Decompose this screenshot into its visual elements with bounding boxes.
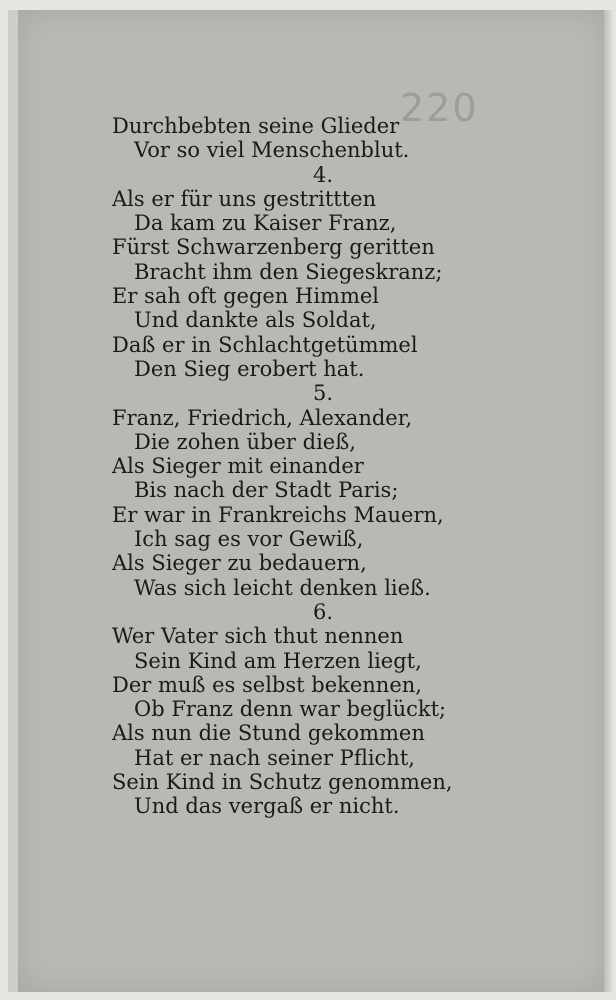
- poem-line: Was sich leicht denken ließ.: [134, 575, 431, 600]
- poem-line: Daß er in Schlachtgetümmel: [112, 332, 418, 357]
- poem-line: Durchbebten seine Glieder: [112, 114, 400, 138]
- poem-line: Den Sieg erobert hat.: [134, 356, 365, 381]
- poem-line: Sein Kind in Schutz genommen,: [112, 770, 453, 795]
- poem-line: Hat er nach seiner Pflicht,: [134, 745, 415, 770]
- poem-line: Er sah oft gegen Himmel: [112, 284, 380, 309]
- poem-line: Als Sieger mit einander: [112, 454, 364, 479]
- poem-text: [112, 114, 572, 819]
- poem-line: Franz, Friedrich, Alexander,: [112, 405, 413, 430]
- poem-line: Vor so viel Menschenblut.: [134, 138, 410, 163]
- poem-line: Als Sieger zu bedauern,: [112, 551, 367, 576]
- poem-line: Bracht ihm den Siegeskranz;: [134, 259, 443, 284]
- stanza-number: 6.: [312, 599, 334, 624]
- paper-sheet: [8, 10, 606, 992]
- stanza-number: 4.: [312, 162, 334, 187]
- poem-line: Da kam zu Kaiser Franz,: [134, 211, 397, 236]
- poem-line: Fürst Schwarzenberg geritten: [112, 235, 435, 260]
- poem-line: Wer Vater sich thut nennen: [112, 624, 404, 649]
- poem-line: Und das vergaß er nicht.: [134, 794, 400, 819]
- poem-line: Er war in Frankreichs Mauern,: [112, 502, 444, 527]
- poem-line: Und dankte als Soldat,: [134, 308, 377, 333]
- poem-line: Ob Franz denn war beglückt;: [134, 697, 447, 722]
- poem-line: Die zohen über dieß,: [134, 429, 356, 454]
- stanza-number: 5.: [312, 381, 334, 406]
- pencil-annotation: 220: [400, 86, 479, 130]
- poem-line: Bis nach der Stadt Paris;: [134, 478, 399, 503]
- poem-line: Sein Kind am Herzen liegt,: [134, 648, 422, 673]
- poem-line: Der muß es selbst bekennen,: [112, 672, 422, 697]
- poem-line: Als nun die Stund gekommen: [112, 721, 425, 746]
- poem-line: Als er für uns gestrittten: [112, 186, 377, 211]
- poem-line: Ich sag es vor Gewiß,: [134, 527, 364, 552]
